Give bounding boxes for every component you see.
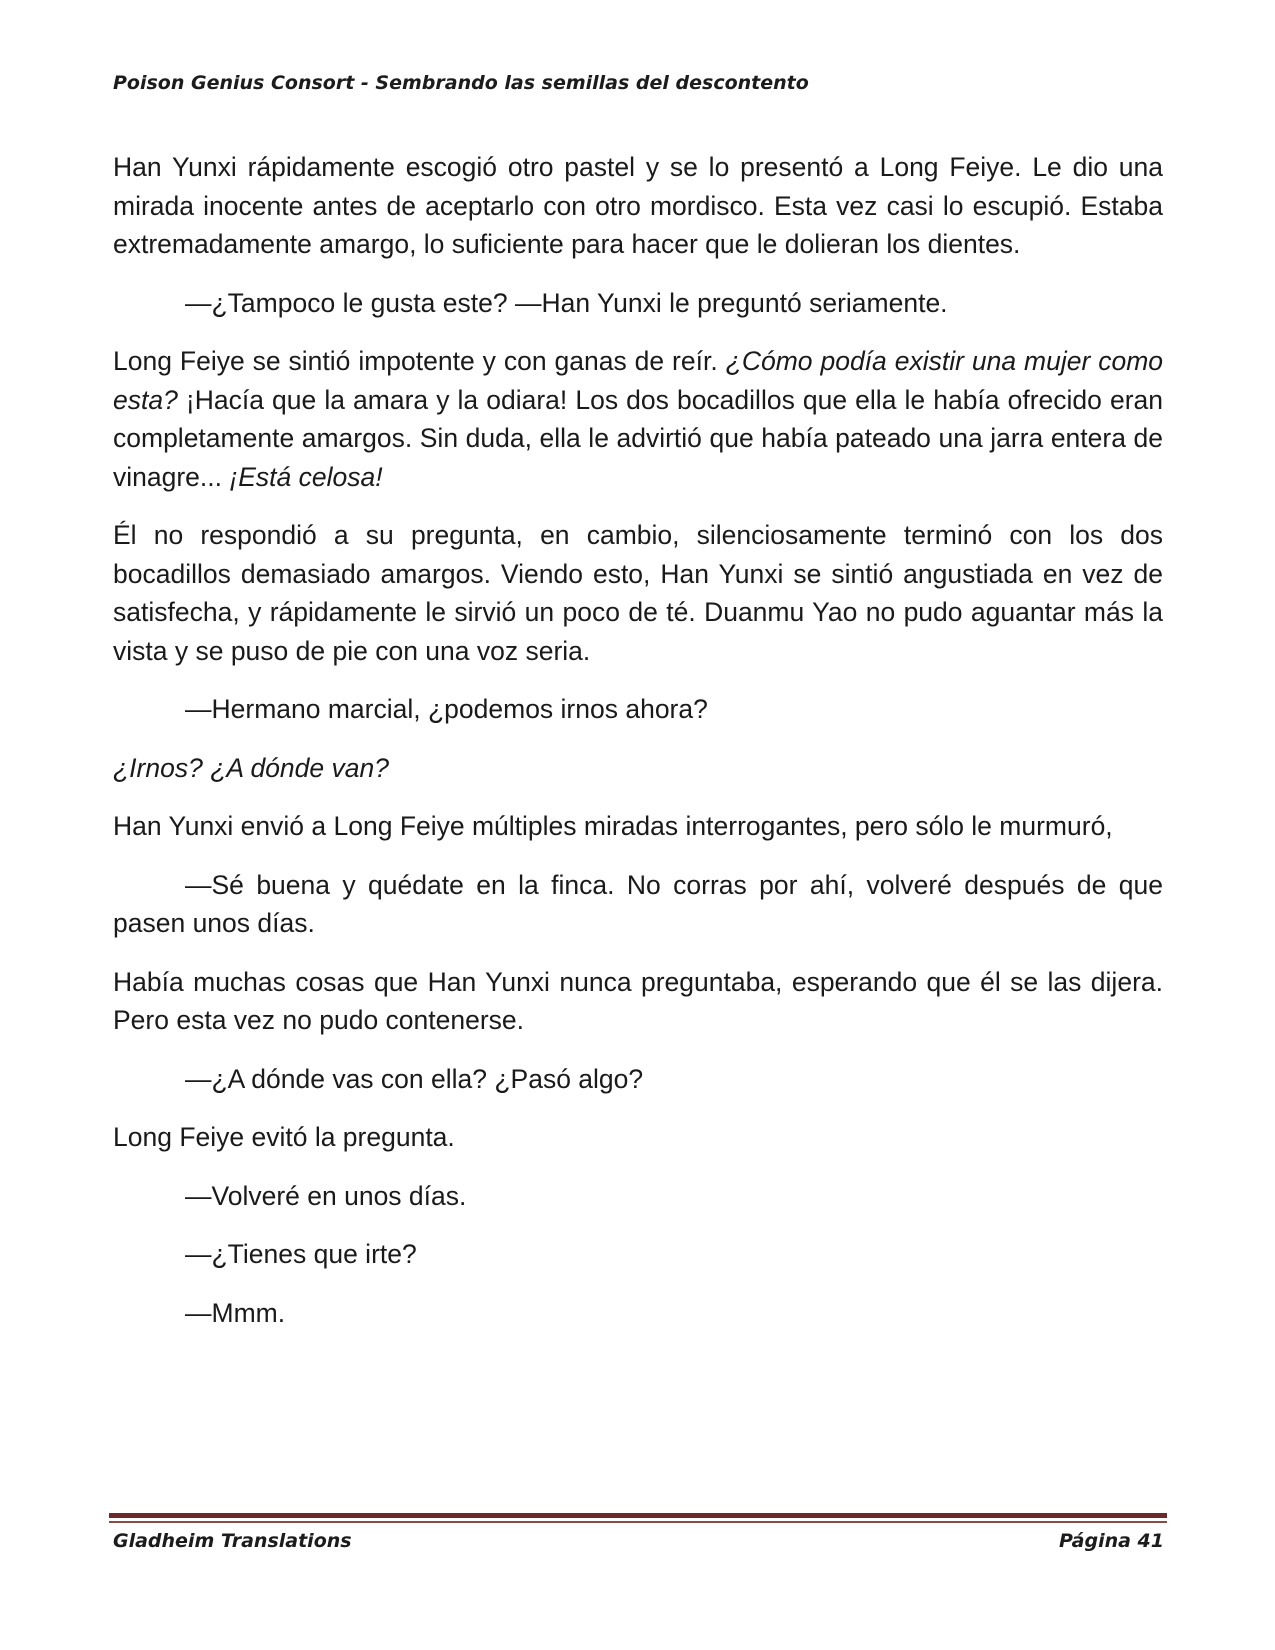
dialogue-paragraph: —¿Tienes que irte? bbox=[185, 1239, 417, 1269]
dialogue-paragraph: —Mmm. bbox=[185, 1297, 286, 1328]
dialogue-paragraph: —Volveré en unos días. bbox=[185, 1180, 467, 1211]
footer-page-number: Página 41 bbox=[1058, 1530, 1164, 1552]
footer-publisher: Gladheim Translations bbox=[113, 1530, 352, 1552]
italic-thought: ¿Cómo podía existir una mujer como esta? bbox=[113, 346, 1164, 415]
paragraph: Han Yunxi envió a Long Feiye múltiples miradas interrogantes, pero sólo le murmuró, bbox=[113, 811, 1113, 841]
paragraph bbox=[113, 749, 1163, 788]
paragraph-text: Long Feiye se sintió impotente y con ganas de reír. bbox=[113, 346, 726, 376]
italic-thought: ¡Está celosa! bbox=[229, 461, 383, 492]
italic-thought: ¿Irnos? ¿A dónde van? bbox=[113, 752, 389, 783]
dialogue-paragraph: —Sé buena y quédate en la finca. No corras por ahí, volveré después de que pasen unos días. bbox=[113, 869, 1163, 938]
paragraph: Han Yunxi rápidamente escogió otro pastel y se lo presentó a Long Feiye. Le dio una mirada inocente antes de aceptarlo con otro mordisco. Esta vez casi lo escupió. Estaba extremadamente amargo, lo suficiente para hacer que le dolieran los dientes. bbox=[113, 152, 1163, 259]
dialogue-paragraph: —¿A dónde vas con ella? ¿Pasó algo? bbox=[185, 1063, 644, 1094]
paragraph: Long Feiye evitó la pregunta. bbox=[113, 1122, 455, 1152]
footer-divider-thin bbox=[109, 1521, 1167, 1523]
running-header: Poison Genius Consort - Sembrando las semillas del descontento bbox=[113, 72, 809, 94]
paragraph: Él no respondió a su pregunta, en cambio, silenciosamente terminó con los dos bocadillos demasiado amargos. Viendo esto, Han Yunxi se sintió angustiada en vez de satisfecha, y rápidamente le sirvió un poco de té. Duanmu Yao no pudo aguantar más la vista y se puso de pie con una voz seria. bbox=[113, 520, 1163, 666]
paragraph: Había muchas cosas que Han Yunxi nunca preguntaba, esperando que él se las dijera. Pero esta vez no pudo contenerse. bbox=[113, 966, 1163, 1035]
body-text bbox=[113, 148, 1163, 1352]
paragraph-text: ¡Hacía que la amara y la odiara! Los dos bocadillos que ella le había ofrecido eran completamente amargos. Sin duda, ella le advirtió que había pateado una jarra entera de vinagre... bbox=[113, 384, 1163, 492]
dialogue-paragraph: —Hermano marcial, ¿podemos irnos ahora? bbox=[185, 694, 708, 724]
paragraph bbox=[113, 342, 1163, 496]
footer-divider-thick bbox=[109, 1513, 1167, 1518]
dialogue-paragraph: —¿Tampoco le gusta este? —Han Yunxi le preguntó seriamente. bbox=[185, 287, 948, 318]
